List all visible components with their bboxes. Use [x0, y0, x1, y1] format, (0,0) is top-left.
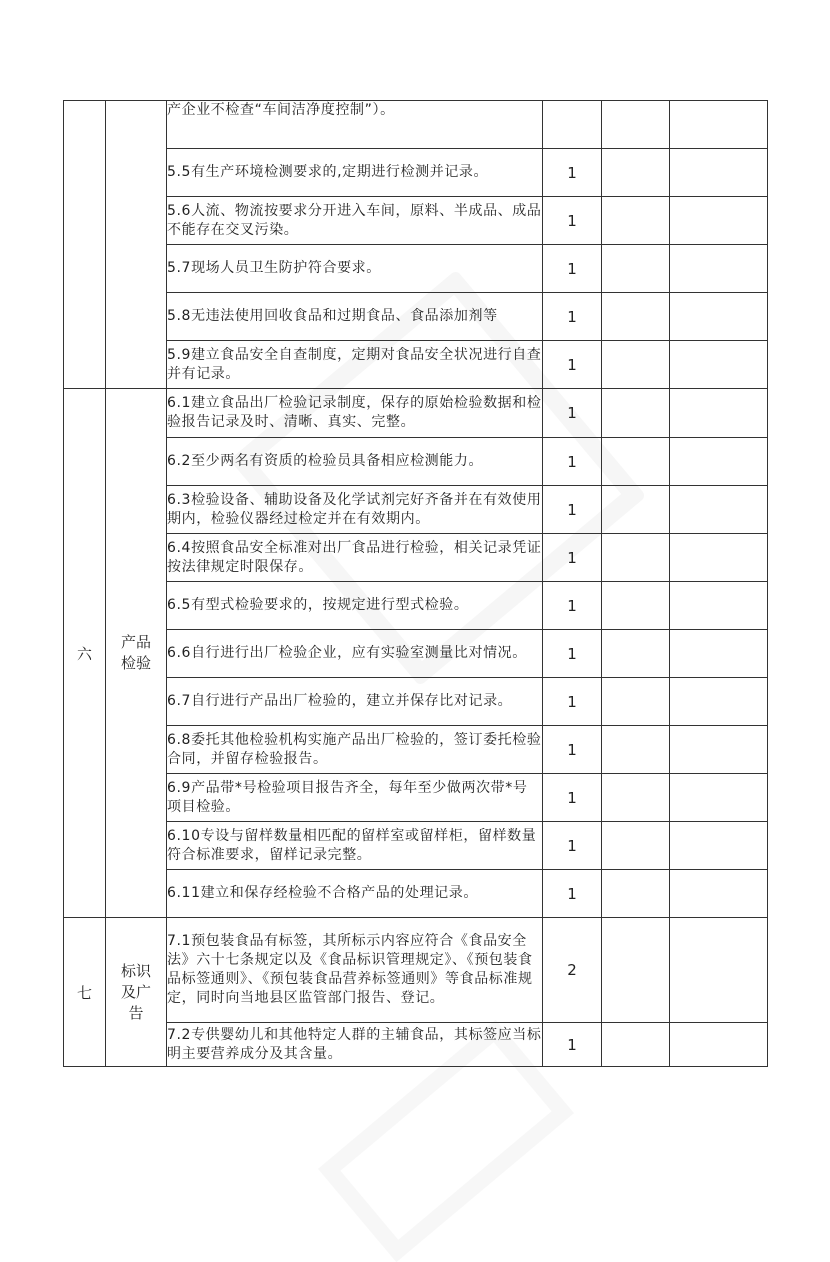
item-text: 6.11建立和保存经检验不合格产品的处理记录。: [167, 870, 543, 918]
item-text: 产企业不检查“车间洁净度控制”）。: [167, 101, 543, 149]
remark-cell: [670, 438, 768, 486]
section-number: 七: [64, 918, 106, 1067]
remark-cell: [670, 582, 768, 630]
item-score: 1: [543, 1023, 602, 1067]
remark-cell: [670, 101, 768, 149]
remark-cell: [670, 678, 768, 726]
table-row: [64, 1023, 768, 1067]
item-text: 6.7自行进行产品出厂检验的，建立并保存比对记录。: [167, 678, 543, 726]
item-score: 1: [543, 774, 602, 822]
section-name: [106, 918, 167, 1067]
result-cell: [602, 582, 670, 630]
remark-cell: [670, 486, 768, 534]
table-row: [64, 293, 768, 341]
remark-cell: [670, 774, 768, 822]
table-row: [64, 678, 768, 726]
item-text: 6.1建立食品出厂检验记录制度，保存的原始检验数据和检验报告记录及时、清晰、真实、完整。: [167, 389, 543, 438]
item-text: 6.8委托其他检验机构实施产品出厂检验的，签订委托检验合同，并留存检验报告。: [167, 726, 543, 774]
item-text: 6.2至少两名有资质的检验员具备相应检测能力。: [167, 438, 543, 486]
table-row: [64, 101, 768, 149]
table-row: [64, 822, 768, 870]
item-score: 1: [543, 389, 602, 438]
item-score: 2: [543, 918, 602, 1023]
remark-cell: [670, 341, 768, 389]
table-row: [64, 438, 768, 486]
item-score: 1: [543, 438, 602, 486]
result-cell: [602, 438, 670, 486]
item-score: 1: [543, 245, 602, 293]
item-text: 6.3检验设备、辅助设备及化学试剂完好齐备并在有效使用期内，检验仪器经过检定并在有效期内。: [167, 486, 543, 534]
result-cell: [602, 149, 670, 197]
table-row: [64, 341, 768, 389]
table-row: [64, 870, 768, 918]
item-score: 1: [543, 197, 602, 245]
section-name: [106, 389, 167, 918]
remark-cell: [670, 630, 768, 678]
table-row: [64, 918, 768, 1023]
result-cell: [602, 534, 670, 582]
item-score: 1: [543, 341, 602, 389]
item-text: 5.8无违法使用回收食品和过期食品、食品添加剂等: [167, 293, 543, 341]
result-cell: [602, 918, 670, 1023]
item-score: 1: [543, 822, 602, 870]
item-score: [543, 101, 602, 149]
table-row: [64, 245, 768, 293]
result-cell: [602, 774, 670, 822]
section-no-cell: [64, 101, 106, 389]
result-cell: [602, 1023, 670, 1067]
result-cell: [602, 486, 670, 534]
item-text: 7.1预包装食品有标签，其所标示内容应符合《食品安全法》六十七条规定以及《食品标识管理规定》、《预包装食品标签通则》、《预包装食品营养标签通则》等食品标准规定，同时向当地县区监管部门报告、登记。: [167, 918, 543, 1023]
result-cell: [602, 678, 670, 726]
item-score: 1: [543, 293, 602, 341]
result-cell: [602, 870, 670, 918]
result-cell: [602, 197, 670, 245]
item-score: 1: [543, 678, 602, 726]
table-row: [64, 630, 768, 678]
table-row: [64, 726, 768, 774]
remark-cell: [670, 918, 768, 1023]
item-score: 1: [543, 630, 602, 678]
item-text: 5.6人流、物流按要求分开进入车间，原料、半成品、成品不能存在交叉污染。: [167, 197, 543, 245]
result-cell: [602, 341, 670, 389]
remark-cell: [670, 870, 768, 918]
item-score: 1: [543, 486, 602, 534]
item-score: 1: [543, 534, 602, 582]
result-cell: [602, 245, 670, 293]
item-text: 6.6自行进行出厂检验企业，应有实验室测量比对情况。: [167, 630, 543, 678]
table-row: [64, 197, 768, 245]
item-text: 7.2专供婴幼儿和其他特定人群的主辅食品，其标签应当标明主要营养成分及其含量。: [167, 1023, 543, 1067]
item-text: 5.5有生产环境检测要求的,定期进行检测并记录。: [167, 149, 543, 197]
table-row: [64, 389, 768, 438]
remark-cell: [670, 1023, 768, 1067]
result-cell: [602, 630, 670, 678]
section-name-text: 标识及广告: [121, 961, 152, 1022]
remark-cell: [670, 245, 768, 293]
remark-cell: [670, 149, 768, 197]
result-cell: [602, 293, 670, 341]
section-name-text: 产品检验: [121, 633, 152, 672]
table-row: [64, 149, 768, 197]
result-cell: [602, 101, 670, 149]
item-text: 6.4按照食品安全标准对出厂食品进行检验，相关记录凭证按法律规定时限保存。: [167, 534, 543, 582]
result-cell: [602, 822, 670, 870]
table-row: [64, 486, 768, 534]
remark-cell: [670, 726, 768, 774]
table-row: [64, 774, 768, 822]
result-cell: [602, 389, 670, 438]
result-cell: [602, 726, 670, 774]
remark-cell: [670, 534, 768, 582]
item-text: 5.7现场人员卫生防护符合要求。: [167, 245, 543, 293]
inspection-table: [63, 100, 768, 1067]
table-row: [64, 534, 768, 582]
item-text: 6.5有型式检验要求的，按规定进行型式检验。: [167, 582, 543, 630]
item-text: 6.9产品带*号检验项目报告齐全，每年至少做两次带*号项目检验。: [167, 774, 543, 822]
remark-cell: [670, 822, 768, 870]
item-text: 5.9建立食品安全自查制度，定期对食品安全状况进行自查并有记录。: [167, 341, 543, 389]
section-name-cell: [106, 101, 167, 389]
item-score: 1: [543, 582, 602, 630]
remark-cell: [670, 389, 768, 438]
item-score: 1: [543, 870, 602, 918]
remark-cell: [670, 197, 768, 245]
item-score: 1: [543, 149, 602, 197]
remark-cell: [670, 293, 768, 341]
item-score: 1: [543, 726, 602, 774]
section-number: 六: [64, 389, 106, 918]
item-text: 6.10专设与留样数量相匹配的留样室或留样柜，留样数量符合标准要求，留样记录完整。: [167, 822, 543, 870]
table-row: [64, 582, 768, 630]
